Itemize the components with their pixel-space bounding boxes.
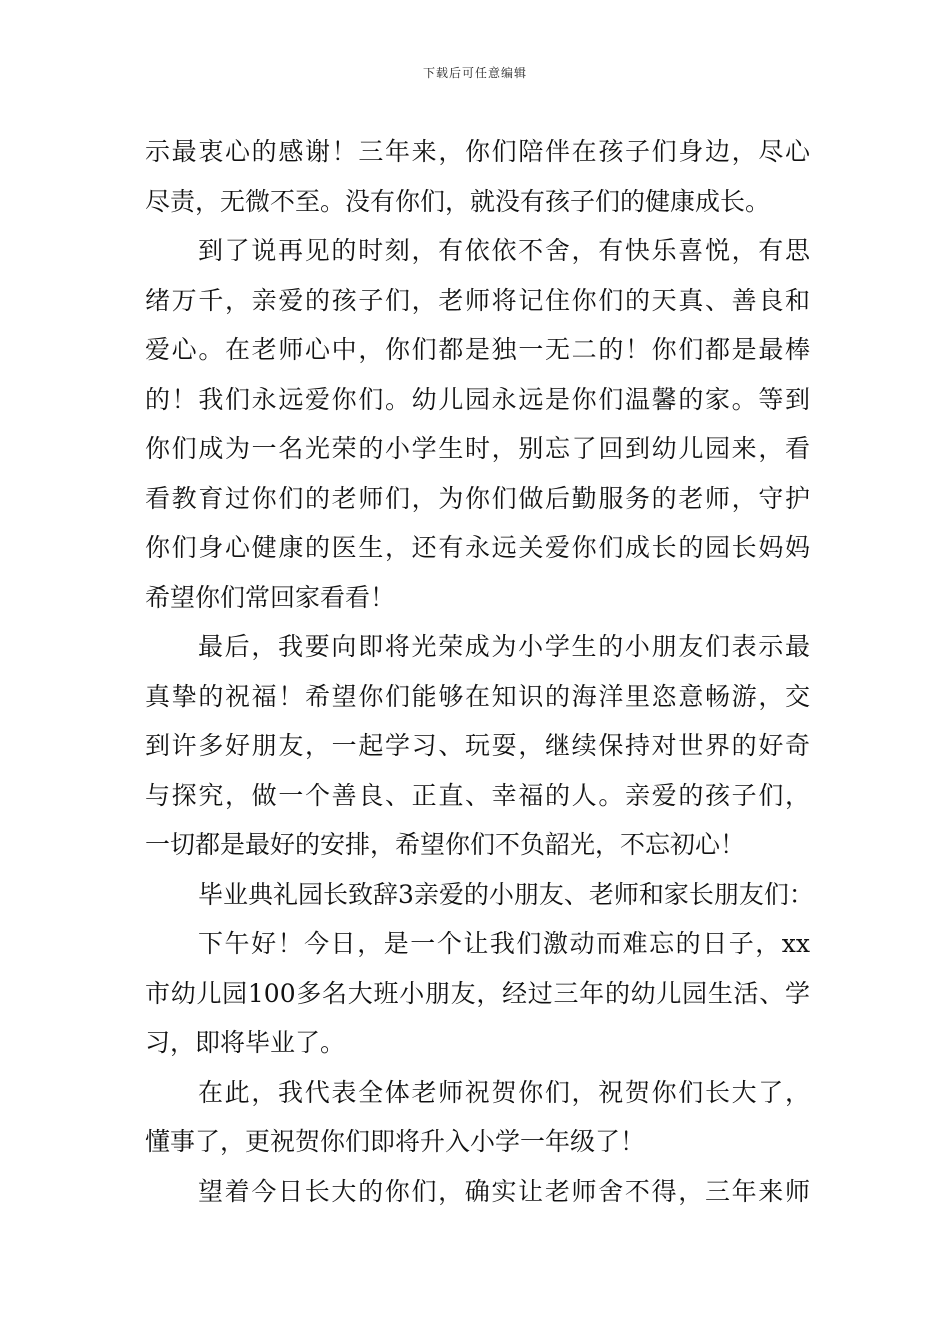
text-line: 的！我们永远爱你们。幼儿园永远是你们温馨的家。等到 (145, 384, 810, 414)
body-text (145, 127, 814, 1216)
text-line: 一切都是最好的安排，希望你们不负韶光，不忘初心！ (145, 830, 746, 859)
text-line: 下午好！今日，是一个让我们激动而难忘的日子，xx (198, 929, 810, 958)
text-line: 你们成为一名光荣的小学生时，别忘了回到幼儿园来，看 (145, 434, 810, 463)
text-line: 你们身心健康的医生，还有永远关爱你们成长的园长妈妈 (145, 533, 810, 562)
text-line: 最后，我要向即将光荣成为小学生的小朋友们表示最 (198, 632, 810, 661)
text-line: 到了说再见的时刻，有依依不舍，有快乐喜悦，有思 (198, 236, 810, 265)
text-line: 到许多好朋友，一起学习、玩耍，继续保持对世界的好奇 (145, 731, 810, 760)
text-line: 市幼儿园100多名大班小朋友，经过三年的幼儿园生活、学 (145, 978, 810, 1008)
text-line: 真挚的祝福！希望你们能够在知识的海洋里恣意畅游，交 (145, 681, 810, 711)
text-line: 示最衷心的感谢！三年来，你们陪伴在孩子们身边，尽心 (145, 137, 810, 166)
text-line: 爱心。在老师心中，你们都是独一无二的！你们都是最棒 (145, 335, 810, 364)
text-line: 看教育过你们的老师们，为你们做后勤服务的老师，守护 (145, 483, 810, 513)
text-line: 懂事了，更祝贺你们即将升入小学一年级了！ (145, 1127, 646, 1156)
text-line: 与探究，做一个善良、正直、幸福的人。亲爱的孩子们， (145, 780, 810, 810)
text-line: 在此，我代表全体老师祝贺你们，祝贺你们长大了， (198, 1077, 810, 1107)
text-line: 绪万千，亲爱的孩子们，老师将记住你们的天真、善良和 (145, 285, 810, 315)
page-header: 下载后可任意编辑 (422, 66, 527, 80)
text-line: 望着今日长大的你们，确实让老师舍不得，三年来师 (198, 1176, 810, 1206)
text-line: 尽责，无微不至。没有你们，就没有孩子们的健康成长。 (145, 186, 771, 216)
text-line: 希望你们常回家看看！ (145, 582, 396, 612)
text-line: 毕业典礼园长致辞3亲爱的小朋友、老师和家长朋友们： (198, 879, 814, 909)
text-line: 习，即将毕业了。 (145, 1028, 346, 1057)
